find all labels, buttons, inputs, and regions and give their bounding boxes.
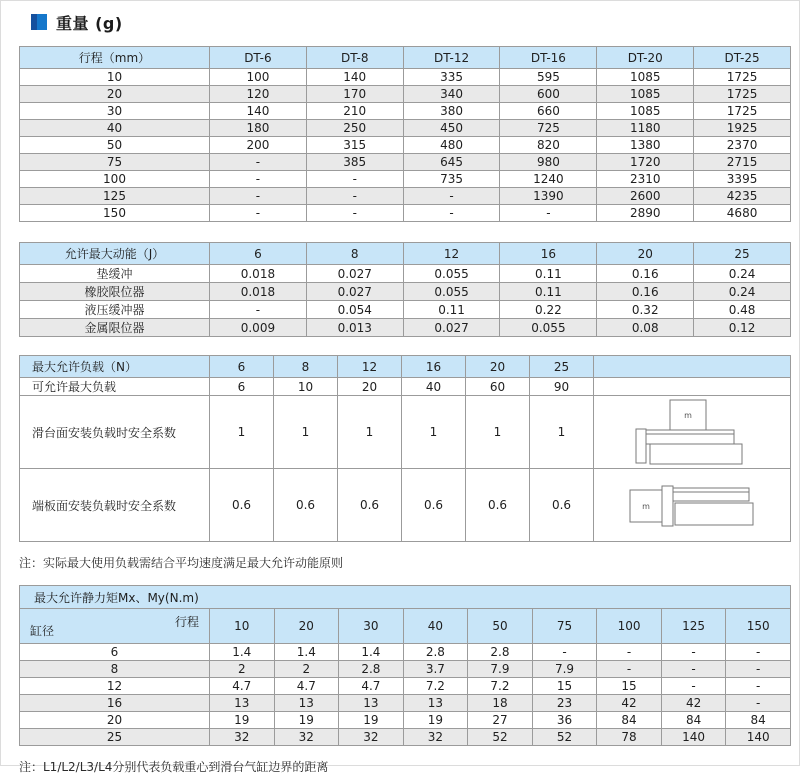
column-header: 20 (597, 243, 694, 265)
cell: 2.8 (339, 661, 404, 678)
cell: 1085 (597, 69, 694, 86)
column-header: DT-20 (597, 47, 694, 69)
cell: 1.4 (274, 644, 339, 661)
table-row (20, 319, 791, 337)
cell: 1725 (694, 86, 791, 103)
cell: 20 (338, 378, 402, 396)
cell: 1.4 (210, 644, 275, 661)
cell: 2600 (597, 188, 694, 205)
row-label: 75 (20, 154, 210, 171)
cell: 100 (210, 69, 307, 86)
cell: 315 (306, 137, 403, 154)
cell: 90 (530, 378, 594, 396)
column-header: 10 (210, 609, 275, 644)
column-header: 25 (694, 243, 791, 265)
column-header: DT-25 (694, 47, 791, 69)
diagonal-header-cell (20, 609, 210, 644)
row-label: 橡胶限位器 (20, 283, 210, 301)
table-row (20, 644, 791, 661)
cell: 1725 (694, 69, 791, 86)
cell: - (306, 188, 403, 205)
cell: 1 (402, 396, 466, 469)
table-row (20, 137, 791, 154)
cell: 0.11 (403, 301, 500, 319)
cell: 0.24 (694, 265, 791, 283)
cell: 1180 (597, 120, 694, 137)
cell: 0.16 (597, 283, 694, 301)
row-label: 12 (20, 678, 210, 695)
row-label: 100 (20, 171, 210, 188)
column-header: 8 (274, 356, 338, 378)
cell: 0.12 (694, 319, 791, 337)
cell: 120 (210, 86, 307, 103)
section-marker-icon (31, 14, 47, 30)
cell: 250 (306, 120, 403, 137)
cell: 600 (500, 86, 597, 103)
static-moment-table (19, 585, 791, 746)
cell: 1240 (500, 171, 597, 188)
cell: 735 (403, 171, 500, 188)
cell: 4.7 (274, 678, 339, 695)
cell: 595 (500, 69, 597, 86)
cell: 84 (597, 712, 662, 729)
cell: 0.055 (500, 319, 597, 337)
cell: 0.027 (306, 265, 403, 283)
table-row (20, 265, 791, 283)
cell: 2715 (694, 154, 791, 171)
cell: 15 (597, 678, 662, 695)
cell: 645 (403, 154, 500, 171)
section-title (31, 12, 799, 32)
cell: 15 (532, 678, 597, 695)
cell: 0.6 (402, 469, 466, 542)
column-header: DT-6 (210, 47, 307, 69)
cell: 60 (466, 378, 530, 396)
cell: 1085 (597, 86, 694, 103)
cell: 480 (403, 137, 500, 154)
cell: 40 (402, 378, 466, 396)
cell: - (210, 154, 307, 171)
row-label: 150 (20, 205, 210, 222)
cell: 1 (274, 396, 338, 469)
cell: 0.48 (694, 301, 791, 319)
table-row (20, 396, 791, 469)
cell: - (532, 644, 597, 661)
cell: - (210, 301, 307, 319)
cell: 3395 (694, 171, 791, 188)
row-label: 16 (20, 695, 210, 712)
cell: - (306, 205, 403, 222)
cell: 0.055 (403, 265, 500, 283)
table-row (20, 469, 791, 542)
cell: 0.08 (597, 319, 694, 337)
column-header: 125 (661, 609, 726, 644)
cell: 0.027 (306, 283, 403, 301)
cell: 13 (274, 695, 339, 712)
cell: 32 (403, 729, 468, 746)
cell: 2890 (597, 205, 694, 222)
cell: 980 (500, 154, 597, 171)
row-label: 125 (20, 188, 210, 205)
table-header-row (20, 609, 791, 644)
cell: 18 (468, 695, 533, 712)
column-header: 6 (210, 356, 274, 378)
table-row (20, 378, 791, 396)
cell: 13 (403, 695, 468, 712)
cell: 180 (210, 120, 307, 137)
corner-label-bore: 缸径 (30, 624, 55, 638)
row-label: 25 (20, 729, 210, 746)
mass-label: m (684, 411, 692, 420)
cell: 1925 (694, 120, 791, 137)
cell: - (661, 661, 726, 678)
cell: 1720 (597, 154, 694, 171)
cell: 13 (210, 695, 275, 712)
cell: 0.32 (597, 301, 694, 319)
table-title-row (20, 586, 791, 609)
column-header: 100 (597, 609, 662, 644)
cell: 140 (210, 103, 307, 120)
column-header: 6 (210, 243, 307, 265)
table-row (20, 86, 791, 103)
kinetic-energy-table (19, 242, 791, 337)
cell: 0.018 (210, 283, 307, 301)
cell: 0.018 (210, 265, 307, 283)
table-header-row (20, 47, 791, 69)
cell: 2 (210, 661, 275, 678)
cell: 0.24 (694, 283, 791, 301)
page-title: 重量 (g) (56, 13, 123, 33)
column-header: 50 (468, 609, 533, 644)
cell: 0.055 (403, 283, 500, 301)
row-label: 20 (20, 712, 210, 729)
cell: 0.6 (338, 469, 402, 542)
table-row (20, 154, 791, 171)
column-header: 16 (402, 356, 466, 378)
cell: 1 (338, 396, 402, 469)
row-label: 8 (20, 661, 210, 678)
row-label: 垫缓冲 (20, 265, 210, 283)
column-header: 8 (306, 243, 403, 265)
table-header-row (20, 356, 791, 378)
cell: - (726, 661, 791, 678)
row-label: 金属限位器 (20, 319, 210, 337)
cell (594, 378, 791, 396)
cell: 0.22 (500, 301, 597, 319)
cell: 0.6 (530, 469, 594, 542)
row-label: 6 (20, 644, 210, 661)
mass-label: m (642, 502, 650, 511)
cell: 1 (466, 396, 530, 469)
row-label: 50 (20, 137, 210, 154)
cell: 32 (210, 729, 275, 746)
cell: - (500, 205, 597, 222)
table-row (20, 678, 791, 695)
column-header: 25 (530, 356, 594, 378)
cell: 200 (210, 137, 307, 154)
table-row (20, 205, 791, 222)
cell: 7.2 (403, 678, 468, 695)
column-header: 20 (274, 609, 339, 644)
table-title: 最大允许静力矩Mx、My(N.m) (20, 586, 791, 609)
cell: 1085 (597, 103, 694, 120)
cell: 78 (597, 729, 662, 746)
column-header: DT-12 (403, 47, 500, 69)
cell: - (661, 644, 726, 661)
row-label: 40 (20, 120, 210, 137)
cell: 725 (500, 120, 597, 137)
cell: 2310 (597, 171, 694, 188)
column-header: 允许最大动能（J） (20, 243, 210, 265)
cell: 1390 (500, 188, 597, 205)
cell: 0.009 (210, 319, 307, 337)
cell: 2370 (694, 137, 791, 154)
cell: 340 (403, 86, 500, 103)
cell: 380 (403, 103, 500, 120)
cell: 84 (726, 712, 791, 729)
cell: - (726, 695, 791, 712)
cell: 170 (306, 86, 403, 103)
table-row (20, 695, 791, 712)
column-header: 最大允许负载（N） (20, 356, 210, 378)
cell (594, 396, 791, 469)
cell: 140 (306, 69, 403, 86)
cell: 820 (500, 137, 597, 154)
cell: - (403, 188, 500, 205)
weight-table (19, 46, 791, 222)
cell: 19 (274, 712, 339, 729)
cell: 0.6 (274, 469, 338, 542)
note-kinetic-energy: 注：实际最大使用负载需结合平均速度满足最大允许动能原则 (19, 556, 344, 570)
column-header: DT-8 (306, 47, 403, 69)
table-header-row (20, 243, 791, 265)
cell: 52 (532, 729, 597, 746)
column-header: 16 (500, 243, 597, 265)
cell: - (661, 678, 726, 695)
cell: 3.7 (403, 661, 468, 678)
cell: - (597, 661, 662, 678)
table-row (20, 661, 791, 678)
cell: 36 (532, 712, 597, 729)
cell: 42 (661, 695, 726, 712)
cell: 4.7 (210, 678, 275, 695)
cell: 0.027 (403, 319, 500, 337)
cell: 140 (726, 729, 791, 746)
cell: 385 (306, 154, 403, 171)
cell: 1725 (694, 103, 791, 120)
cell: 7.9 (532, 661, 597, 678)
column-header: 40 (403, 609, 468, 644)
cell: 42 (597, 695, 662, 712)
table-row (20, 712, 791, 729)
row-label: 20 (20, 86, 210, 103)
cell: 13 (339, 695, 404, 712)
cell: 2 (274, 661, 339, 678)
cell: 19 (403, 712, 468, 729)
cell: 210 (306, 103, 403, 120)
cell: 0.054 (306, 301, 403, 319)
table-row (20, 103, 791, 120)
cell: 4235 (694, 188, 791, 205)
table-row (20, 120, 791, 137)
slide-mount-diagram (626, 397, 758, 467)
cell: 1 (530, 396, 594, 469)
cell: 1.4 (339, 644, 404, 661)
cell: - (210, 171, 307, 188)
cell: 6 (210, 378, 274, 396)
column-header: 30 (339, 609, 404, 644)
cell: 7.9 (468, 661, 533, 678)
table-row (20, 729, 791, 746)
cell: - (403, 205, 500, 222)
diagram-column-header (594, 356, 791, 378)
cell: 2.8 (468, 644, 533, 661)
cell: 4.7 (339, 678, 404, 695)
cell (594, 469, 791, 542)
cell: - (597, 644, 662, 661)
cell: 140 (661, 729, 726, 746)
column-header: 12 (403, 243, 500, 265)
cell: 19 (210, 712, 275, 729)
cell: 7.2 (468, 678, 533, 695)
column-header: 20 (466, 356, 530, 378)
row-label: 可允许最大负载 (20, 378, 210, 396)
row-label: 液压缓冲器 (20, 301, 210, 319)
table-row (20, 283, 791, 301)
cell: 32 (339, 729, 404, 746)
cell: 4680 (694, 205, 791, 222)
cell: 1380 (597, 137, 694, 154)
cell: 0.6 (210, 469, 274, 542)
cell: 0.16 (597, 265, 694, 283)
note-load-distance: 注：L1/L2/L3/L4分别代表负载重心到滑台气缸边界的距离 (19, 760, 329, 774)
cell: 27 (468, 712, 533, 729)
cell: - (726, 678, 791, 695)
table-row (20, 171, 791, 188)
column-header: 75 (532, 609, 597, 644)
max-load-table (19, 355, 791, 542)
row-label: 30 (20, 103, 210, 120)
column-header: 行程（mm） (20, 47, 210, 69)
table-row (20, 69, 791, 86)
column-header: 150 (726, 609, 791, 644)
cell: 84 (661, 712, 726, 729)
cell: 19 (339, 712, 404, 729)
column-header: 12 (338, 356, 402, 378)
cell: - (210, 205, 307, 222)
cell: 450 (403, 120, 500, 137)
cell: 32 (274, 729, 339, 746)
cell: - (726, 644, 791, 661)
corner-label-stroke: 行程 (174, 615, 199, 629)
cell: 2.8 (403, 644, 468, 661)
cell: 52 (468, 729, 533, 746)
column-header: DT-16 (500, 47, 597, 69)
row-label: 滑台面安装负载时安全系数 (20, 396, 210, 469)
cell: 0.11 (500, 265, 597, 283)
cell: 0.013 (306, 319, 403, 337)
end-mount-diagram (626, 470, 758, 540)
cell: - (210, 188, 307, 205)
cell: 0.11 (500, 283, 597, 301)
cell: 23 (532, 695, 597, 712)
row-label: 端板面安装负载时安全系数 (20, 469, 210, 542)
cell: 335 (403, 69, 500, 86)
table-row (20, 188, 791, 205)
cell: 1 (210, 396, 274, 469)
row-label: 10 (20, 69, 210, 86)
cell: - (306, 171, 403, 188)
cell: 10 (274, 378, 338, 396)
cell: 660 (500, 103, 597, 120)
cell: 0.6 (466, 469, 530, 542)
table-row (20, 301, 791, 319)
